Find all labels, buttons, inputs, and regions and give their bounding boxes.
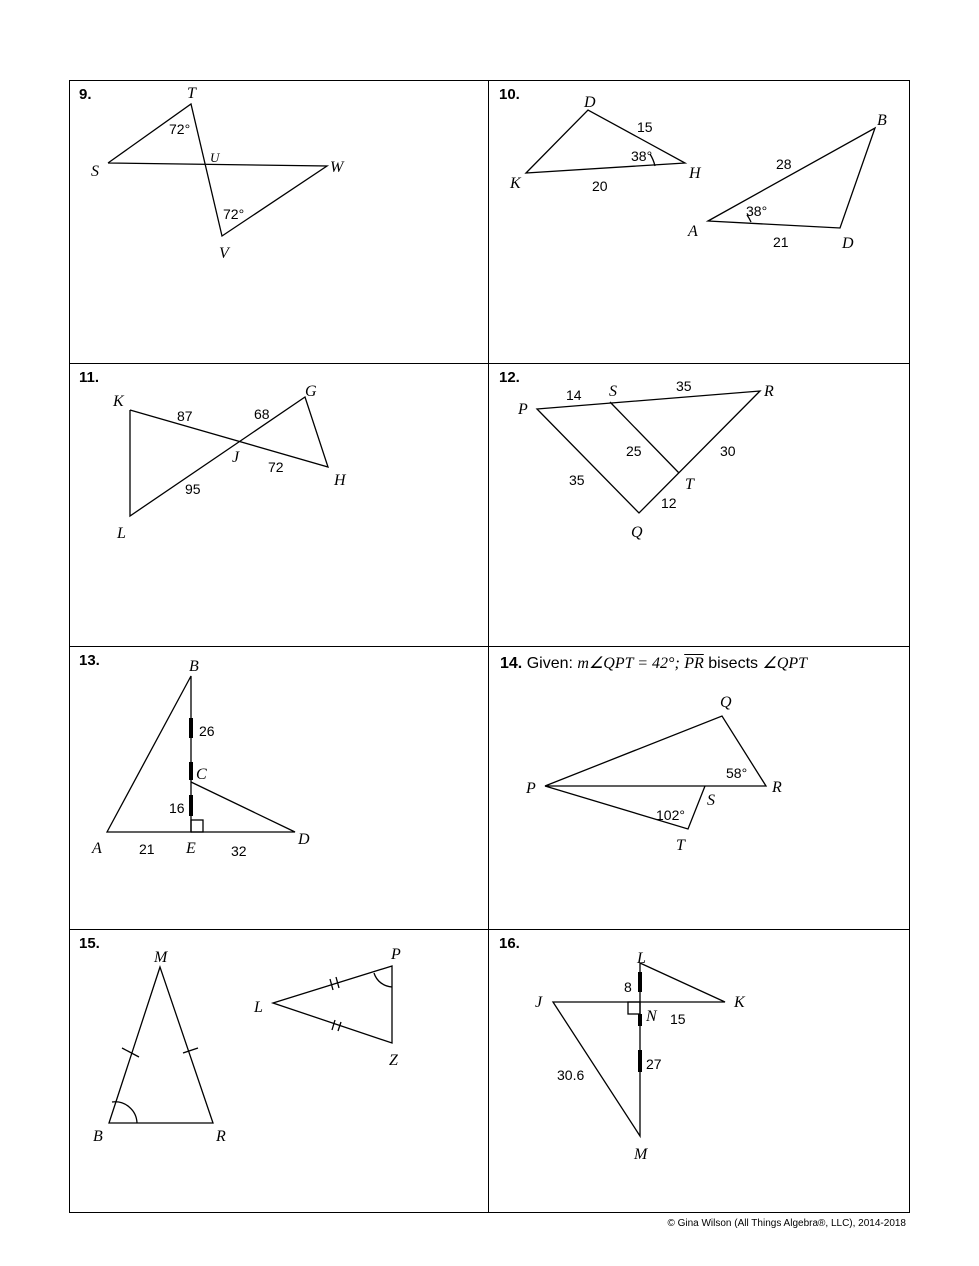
angle-t: 72° <box>169 121 191 137</box>
problem-15-number: 15. <box>79 935 100 952</box>
given-label: Given: <box>526 655 573 672</box>
figure-10-triangle-abd <box>708 128 875 228</box>
figure-9-triangles <box>108 104 327 236</box>
figure-15-angle-b <box>112 1102 137 1123</box>
label-K: K <box>734 994 745 1011</box>
value-lj: 95 <box>185 481 201 497</box>
label-P: P <box>391 946 401 963</box>
angle-h: 38° <box>631 148 653 164</box>
given-segment: $\overline{PR}$ <box>684 655 704 672</box>
figure-15-triangle-mbr <box>109 967 213 1123</box>
label-M: M <box>634 1146 648 1163</box>
problem-13-number: 13. <box>79 652 100 669</box>
label-P: P <box>526 780 536 797</box>
label-Z: Z <box>389 1052 398 1069</box>
label-S: S <box>609 383 617 400</box>
label-D: D <box>298 831 310 848</box>
label-P: P <box>518 401 528 418</box>
label-V: V <box>219 245 229 262</box>
label-D: D <box>584 94 596 111</box>
value-nm: 27 <box>646 1056 662 1072</box>
value-nk: 15 <box>670 1011 686 1027</box>
value-tr: 30 <box>720 443 736 459</box>
label-E: E <box>186 840 196 857</box>
label-D2: D <box>842 235 854 252</box>
copyright-footer: © Gina Wilson (All Things Algebra®, LLC), 2014-2018 <box>667 1218 906 1229</box>
label-S: S <box>707 792 715 809</box>
label-M: M <box>154 949 168 966</box>
angle-t: 102° <box>656 807 685 823</box>
label-R: R <box>216 1128 226 1145</box>
label-L: L <box>254 999 263 1016</box>
label-B: B <box>877 112 887 129</box>
figure-16-right-angle <box>628 1002 640 1014</box>
value-gj: 68 <box>254 406 270 422</box>
problem-11-number: 11. <box>79 369 100 386</box>
label-T: T <box>187 85 196 102</box>
value-kh: 20 <box>592 178 608 194</box>
figure-13-triangle-cde <box>191 782 295 832</box>
label-R: R <box>764 383 774 400</box>
label-J: J <box>535 994 543 1011</box>
label-Q: Q <box>720 694 732 711</box>
label-T: T <box>676 837 685 854</box>
label-H: H <box>689 165 701 182</box>
given-angle-bisected: ∠QPT <box>762 655 808 672</box>
tick-mark <box>332 1020 335 1030</box>
value-ce: 16 <box>169 800 185 816</box>
value-ln: 8 <box>624 979 632 995</box>
label-K: K <box>510 175 521 192</box>
figure-12-segment-st <box>610 402 679 473</box>
label-A: A <box>688 223 698 240</box>
label-N: N <box>646 1008 657 1025</box>
label-B: B <box>189 658 199 675</box>
figure-10-triangle-dkh <box>526 110 685 173</box>
value-ae: 21 <box>139 841 155 857</box>
label-A: A <box>92 840 102 857</box>
angle-v: 72° <box>223 206 245 222</box>
angle-a: 38° <box>746 203 768 219</box>
value-jh: 72 <box>268 459 284 475</box>
label-B: B <box>93 1128 103 1145</box>
value-st: 25 <box>626 443 642 459</box>
given-angle-measure: m∠QPT = 42°; <box>577 655 680 672</box>
value-ed: 32 <box>231 843 247 859</box>
value-sr: 35 <box>676 378 692 394</box>
problem-16-number: 16. <box>499 935 520 952</box>
label-C: C <box>196 766 207 783</box>
figure-15-angle-p <box>374 973 392 987</box>
label-H: H <box>334 472 346 489</box>
label-T: T <box>685 476 694 493</box>
label-W: W <box>330 159 344 176</box>
figure-13-right-angle <box>191 820 203 832</box>
value-qt: 12 <box>661 495 677 511</box>
problem-14-number: 14. <box>500 655 523 672</box>
value-bc: 26 <box>199 723 215 739</box>
tick-mark <box>183 1048 198 1053</box>
label-Q: Q <box>631 524 643 541</box>
label-G: G <box>305 383 317 400</box>
label-K: K <box>113 393 124 410</box>
value-ps: 14 <box>566 387 582 403</box>
value-dh: 15 <box>637 119 653 135</box>
value-kj: 87 <box>177 408 193 424</box>
angle-r: 58° <box>726 765 748 781</box>
value-ab: 28 <box>776 156 792 172</box>
value-jm: 30.6 <box>557 1067 585 1083</box>
tick-mark <box>338 1022 341 1031</box>
figure-11-triangles <box>130 397 328 516</box>
label-L: L <box>117 525 126 542</box>
problem-9-number: 9. <box>79 86 92 103</box>
label-L: L <box>637 950 646 967</box>
label-R: R <box>772 779 782 796</box>
problem-10-number: 10. <box>499 86 520 103</box>
label-J: J <box>232 449 240 466</box>
problem-12-number: 12. <box>499 369 520 386</box>
label-U: U <box>210 150 220 165</box>
value-ad: 21 <box>773 234 789 250</box>
value-pq: 35 <box>569 472 585 488</box>
figure-15-triangle-lpz <box>273 966 392 1043</box>
given-bisects: bisects <box>708 655 759 672</box>
label-S: S <box>91 163 99 180</box>
